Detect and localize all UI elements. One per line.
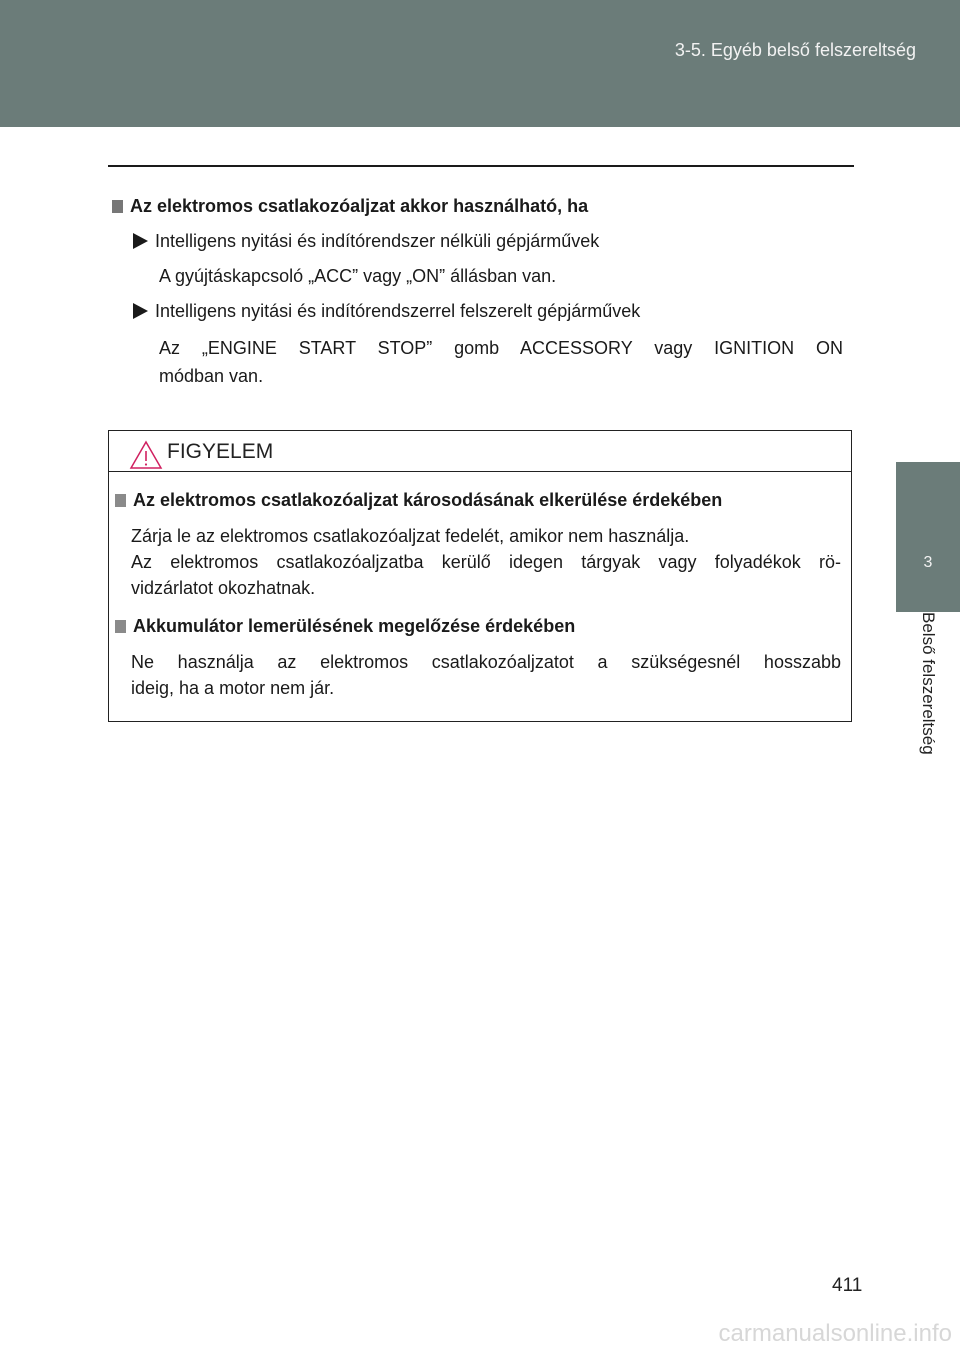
list-item-text: Az „ENGINE START STOP” gomb ACCESSORY vagy IGNITION ON — [159, 338, 843, 358]
header-band — [0, 0, 960, 127]
caution-title: FIGYELEM — [167, 440, 274, 463]
caution-text: Az elektromos csatlakozóaljzatba kerülő idegen tárgyak vagy folyadékok rö- — [131, 552, 841, 572]
section-heading — [112, 196, 588, 217]
list-item-label: Intelligens nyitási és indítórendszer nélküli gépjárművek — [155, 231, 600, 251]
chapter-number: 3 — [923, 554, 933, 571]
warning-triangle-icon — [129, 440, 163, 470]
caution-text: ideig, ha a motor nem jár. — [131, 678, 335, 698]
section-title: 3-5. Egyéb belső felszereltség — [674, 40, 916, 60]
chapter-label — [896, 612, 960, 807]
section-heading-text: Az elektromos csatlakozóaljzat akkor használható, ha — [130, 196, 589, 216]
caution-subheading-text: Akkumulátor lemerülésének megelőzése érdekében — [133, 616, 576, 636]
caution-text: vidzárlatot okozhatnak. — [131, 578, 316, 598]
top-rule — [108, 165, 854, 167]
caution-subheading — [115, 616, 575, 637]
page-number: 411 — [832, 1275, 863, 1296]
list-item — [133, 301, 640, 322]
caution-subheading-text: Az elektromos csatlakozóaljzat károsodásának elkerülése érdekében — [133, 490, 723, 510]
square-bullet-icon — [115, 620, 126, 633]
list-item-text: A gyújtáskapcsoló „ACC” vagy „ON” állásban van. — [159, 266, 557, 286]
square-bullet-icon — [112, 200, 123, 213]
caution-text: Ne használja az elektromos csatlakozóaljzatot a szükségesnél hosszabb — [131, 652, 841, 672]
caution-text: Zárja le az elektromos csatlakozóaljzat fedelét, amikor nem használja. — [131, 526, 690, 546]
watermark-link[interactable]: carmanualsonline.info — [718, 1320, 952, 1347]
triangle-bullet-icon — [133, 303, 148, 319]
caution-subheading — [115, 490, 722, 511]
caution-header — [109, 431, 851, 472]
caution-box — [108, 430, 852, 722]
chapter-tab — [896, 462, 960, 612]
list-item-text: módban van. — [159, 366, 264, 386]
list-item — [133, 231, 599, 252]
list-item-label: Intelligens nyitási és indítórendszerrel felszerelt gépjárművek — [155, 301, 641, 321]
triangle-bullet-icon — [133, 233, 148, 249]
square-bullet-icon — [115, 494, 126, 507]
chapter-label-text: Belső felszereltség — [919, 612, 938, 755]
